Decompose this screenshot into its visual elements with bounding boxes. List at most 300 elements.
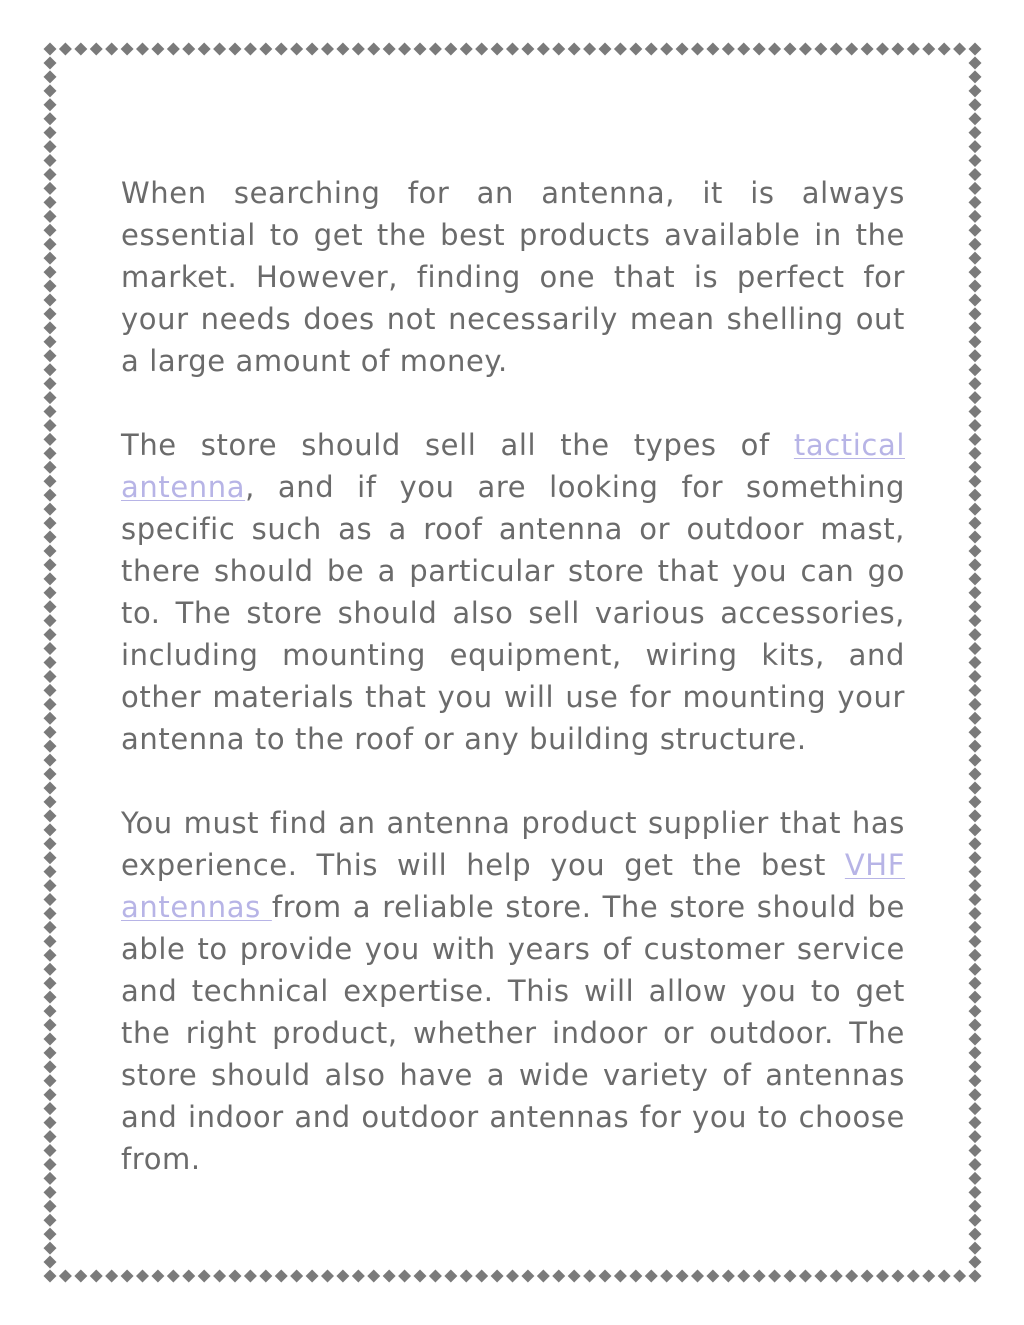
border-diamond	[969, 795, 982, 808]
border-diamond	[44, 419, 57, 432]
border-diamond	[44, 781, 57, 794]
border-diamond	[182, 43, 195, 56]
border-diamond	[44, 140, 57, 153]
border-diamond	[44, 210, 57, 223]
border-diamond	[953, 43, 966, 56]
border-diamond	[44, 238, 57, 251]
border-diamond	[44, 1256, 57, 1269]
border-diamond	[969, 823, 982, 836]
border-diamond	[969, 182, 982, 195]
border-diamond	[722, 1270, 735, 1283]
border-diamond	[44, 1088, 57, 1101]
border-diamond	[44, 335, 57, 348]
tactical-antenna-link[interactable]: tactical antenna	[121, 428, 905, 504]
border-diamond	[969, 1228, 982, 1241]
border-diamond	[44, 572, 57, 585]
border-diamond	[969, 949, 982, 962]
border-diamond	[44, 963, 57, 976]
border-diamond	[722, 43, 735, 56]
border-diamond	[969, 698, 982, 711]
border-diamond	[969, 1186, 982, 1199]
border-diamond	[44, 503, 57, 516]
border-diamond	[969, 1046, 982, 1059]
border-diamond	[444, 43, 457, 56]
border-diamond	[969, 921, 982, 934]
border-diamond	[969, 656, 982, 669]
border-diamond	[969, 851, 982, 864]
border-diamond	[969, 991, 982, 1004]
border-diamond	[44, 949, 57, 962]
border-diamond	[969, 531, 982, 544]
border-diamond	[121, 43, 134, 56]
border-diamond	[90, 43, 103, 56]
border-diamond	[290, 43, 303, 56]
border-diamond	[44, 656, 57, 669]
border-diamond	[491, 1270, 504, 1283]
border-diamond	[136, 1270, 149, 1283]
border-diamond	[969, 684, 982, 697]
border-diamond	[583, 1270, 596, 1283]
paragraph-1-text: When searching for an antenna, it is always essential to get the best products available in the market. However, finding one that is perfect for your needs does not necessarily mean shelling out a large amount of money.	[121, 176, 905, 378]
border-diamond	[367, 1270, 380, 1283]
border-diamond	[784, 43, 797, 56]
border-diamond	[398, 1270, 411, 1283]
border-diamond	[969, 461, 982, 474]
border-diamond	[969, 224, 982, 237]
border-diamond	[336, 43, 349, 56]
border-diamond	[969, 56, 982, 69]
border-diamond	[969, 349, 982, 362]
border-diamond	[969, 335, 982, 348]
border-diamond	[44, 921, 57, 934]
border-diamond	[44, 84, 57, 97]
border-diamond	[44, 768, 57, 781]
border-diamond	[676, 43, 689, 56]
border-diamond	[969, 252, 982, 265]
border-diamond	[44, 670, 57, 683]
border-diamond	[44, 1102, 57, 1115]
border-diamond	[599, 43, 612, 56]
border-diamond	[753, 1270, 766, 1283]
border-diamond	[969, 1116, 982, 1129]
border-diamond	[259, 43, 272, 56]
border-diamond	[383, 1270, 396, 1283]
border-diamond	[44, 740, 57, 753]
border-diamond	[969, 70, 982, 83]
border-diamond	[59, 1270, 72, 1283]
border-diamond	[414, 43, 427, 56]
border-diamond	[244, 43, 257, 56]
border-diamond	[44, 544, 57, 557]
border-diamond	[44, 168, 57, 181]
border-diamond	[198, 1270, 211, 1283]
border-diamond	[814, 43, 827, 56]
border-diamond	[44, 1144, 57, 1157]
paragraph-1	[121, 172, 905, 382]
border-diamond	[44, 1270, 57, 1283]
border-diamond	[44, 795, 57, 808]
border-diamond	[44, 837, 57, 850]
border-diamond	[44, 991, 57, 1004]
border-diamond	[552, 43, 565, 56]
border-diamond	[460, 1270, 473, 1283]
border-diamond	[44, 726, 57, 739]
border-diamond	[44, 405, 57, 418]
document-body	[121, 172, 905, 1180]
border-diamond	[969, 865, 982, 878]
border-diamond	[676, 1270, 689, 1283]
border-diamond	[861, 43, 874, 56]
border-diamond	[969, 558, 982, 571]
border-diamond	[537, 1270, 550, 1283]
border-diamond	[969, 1172, 982, 1185]
border-diamond	[969, 1242, 982, 1255]
border-diamond	[44, 531, 57, 544]
border-diamond	[444, 1270, 457, 1283]
border-diamond	[568, 43, 581, 56]
border-diamond	[182, 1270, 195, 1283]
border-diamond	[969, 363, 982, 376]
border-diamond	[969, 1088, 982, 1101]
border-diamond	[969, 489, 982, 502]
border-diamond	[969, 447, 982, 460]
border-diamond	[969, 740, 982, 753]
paragraph-2-text-end: , and if you are looking for something specific such as a roof antenna or outdoor mast, there should be a particular store that you can go to. The store should also sell various accessories, including mounting equipment, wiring kits, and other materials that you will use for mounting your antenna to the roof or any building structure.	[121, 470, 905, 756]
border-diamond	[198, 43, 211, 56]
border-diamond	[784, 1270, 797, 1283]
border-diamond	[44, 1005, 57, 1018]
border-diamond	[969, 628, 982, 641]
border-diamond	[44, 1046, 57, 1059]
border-diamond	[44, 43, 57, 56]
border-diamond	[969, 503, 982, 516]
border-diamond	[969, 1214, 982, 1227]
border-diamond	[969, 112, 982, 125]
border-diamond	[414, 1270, 427, 1283]
border-diamond	[151, 1270, 164, 1283]
border-diamond	[321, 1270, 334, 1283]
border-diamond	[969, 1102, 982, 1115]
border-diamond	[429, 1270, 442, 1283]
border-diamond	[691, 43, 704, 56]
border-diamond	[44, 1186, 57, 1199]
border-diamond	[352, 1270, 365, 1283]
border-diamond	[44, 698, 57, 711]
border-diamond	[44, 586, 57, 599]
border-diamond	[44, 363, 57, 376]
border-diamond	[44, 391, 57, 404]
border-diamond	[44, 307, 57, 320]
border-diamond	[969, 809, 982, 822]
border-diamond	[922, 43, 935, 56]
border-diamond	[306, 1270, 319, 1283]
border-diamond	[691, 1270, 704, 1283]
border-diamond	[629, 1270, 642, 1283]
border-diamond	[44, 1074, 57, 1087]
border-diamond	[969, 391, 982, 404]
border-diamond	[969, 1074, 982, 1087]
border-diamond	[306, 43, 319, 56]
border-diamond	[429, 43, 442, 56]
border-diamond	[367, 43, 380, 56]
border-diamond	[383, 43, 396, 56]
border-diamond	[969, 670, 982, 683]
border-diamond	[229, 43, 242, 56]
border-diamond	[275, 43, 288, 56]
border-diamond	[44, 879, 57, 892]
border-diamond	[969, 419, 982, 432]
border-diamond	[969, 321, 982, 334]
border-diamond	[44, 907, 57, 920]
border-diamond	[706, 1270, 719, 1283]
border-diamond	[969, 266, 982, 279]
border-diamond	[969, 280, 982, 293]
border-diamond	[44, 280, 57, 293]
border-diamond	[969, 1032, 982, 1045]
border-diamond	[660, 43, 673, 56]
border-diamond	[969, 600, 982, 613]
border-diamond	[969, 1060, 982, 1073]
border-diamond	[44, 112, 57, 125]
border-diamond	[969, 154, 982, 167]
border-diamond	[229, 1270, 242, 1283]
border-diamond	[44, 1116, 57, 1129]
border-diamond	[969, 43, 982, 56]
border-diamond	[44, 977, 57, 990]
border-diamond	[969, 293, 982, 306]
border-diamond	[891, 43, 904, 56]
paragraph-3	[121, 802, 905, 1180]
border-diamond	[151, 43, 164, 56]
border-diamond	[44, 1158, 57, 1171]
border-diamond	[969, 1256, 982, 1269]
border-diamond	[74, 43, 87, 56]
border-diamond	[167, 1270, 180, 1283]
border-diamond	[44, 823, 57, 836]
border-diamond	[969, 238, 982, 251]
border-diamond	[969, 433, 982, 446]
border-diamond	[969, 475, 982, 488]
border-diamond	[44, 851, 57, 864]
border-diamond	[969, 1158, 982, 1171]
border-diamond	[768, 1270, 781, 1283]
border-diamond	[59, 43, 72, 56]
border-diamond	[44, 349, 57, 362]
border-diamond	[660, 1270, 673, 1283]
border-diamond	[645, 1270, 658, 1283]
border-diamond	[506, 1270, 519, 1283]
border-diamond	[44, 1032, 57, 1045]
border-diamond	[44, 98, 57, 111]
border-diamond	[44, 461, 57, 474]
border-diamond	[44, 558, 57, 571]
border-diamond	[614, 1270, 627, 1283]
border-diamond	[969, 893, 982, 906]
border-diamond	[44, 935, 57, 948]
border-diamond	[521, 43, 534, 56]
border-diamond	[969, 1005, 982, 1018]
border-diamond	[121, 1270, 134, 1283]
border-diamond	[44, 321, 57, 334]
border-diamond	[136, 43, 149, 56]
border-diamond	[953, 1270, 966, 1283]
border-diamond	[969, 879, 982, 892]
border-diamond	[336, 1270, 349, 1283]
border-diamond	[44, 1228, 57, 1241]
border-diamond	[629, 43, 642, 56]
border-diamond	[44, 475, 57, 488]
border-diamond	[398, 43, 411, 56]
border-diamond	[352, 43, 365, 56]
border-diamond	[969, 1144, 982, 1157]
border-diamond	[44, 293, 57, 306]
border-diamond	[969, 935, 982, 948]
border-diamond	[969, 642, 982, 655]
border-diamond	[969, 726, 982, 739]
border-diamond	[44, 893, 57, 906]
border-diamond	[44, 865, 57, 878]
border-diamond	[44, 809, 57, 822]
border-diamond	[475, 43, 488, 56]
border-diamond	[44, 224, 57, 237]
border-diamond	[44, 628, 57, 641]
border-diamond	[799, 43, 812, 56]
border-diamond	[969, 977, 982, 990]
border-diamond	[969, 712, 982, 725]
border-diamond	[44, 614, 57, 627]
vhf-antennas-link[interactable]: VHF antennas	[121, 848, 905, 924]
border-diamond	[44, 754, 57, 767]
border-diamond	[44, 712, 57, 725]
border-diamond	[768, 43, 781, 56]
paragraph-3-text-start: You must find an antenna product supplier that has experience. This will help you get the best	[121, 806, 905, 882]
border-diamond	[568, 1270, 581, 1283]
border-diamond	[583, 43, 596, 56]
border-diamond	[969, 586, 982, 599]
paragraph-2	[121, 424, 905, 760]
border-diamond	[861, 1270, 874, 1283]
border-diamond	[969, 572, 982, 585]
border-diamond	[969, 907, 982, 920]
border-diamond	[521, 1270, 534, 1283]
border-diamond	[876, 1270, 889, 1283]
border-diamond	[44, 517, 57, 530]
border-diamond	[44, 56, 57, 69]
border-diamond	[537, 43, 550, 56]
border-diamond	[44, 1242, 57, 1255]
border-diamond	[969, 754, 982, 767]
border-diamond	[938, 43, 951, 56]
border-diamond	[830, 1270, 843, 1283]
border-diamond	[44, 684, 57, 697]
border-diamond	[969, 377, 982, 390]
paragraph-2-text-start: The store should sell all the types of	[121, 428, 794, 462]
border-diamond	[44, 433, 57, 446]
border-diamond	[44, 600, 57, 613]
border-diamond	[167, 43, 180, 56]
border-diamond	[645, 43, 658, 56]
border-diamond	[275, 1270, 288, 1283]
border-diamond	[244, 1270, 257, 1283]
border-diamond	[321, 43, 334, 56]
border-diamond	[105, 1270, 118, 1283]
border-diamond	[290, 1270, 303, 1283]
border-diamond	[706, 43, 719, 56]
border-diamond	[907, 43, 920, 56]
border-diamond	[753, 43, 766, 56]
border-diamond	[44, 1200, 57, 1213]
border-diamond	[259, 1270, 272, 1283]
border-diamond	[830, 43, 843, 56]
border-diamond	[922, 1270, 935, 1283]
border-diamond	[74, 1270, 87, 1283]
border-diamond	[44, 1172, 57, 1185]
border-diamond	[969, 98, 982, 111]
border-diamond	[614, 43, 627, 56]
border-diamond	[799, 1270, 812, 1283]
border-diamond	[475, 1270, 488, 1283]
border-diamond	[969, 405, 982, 418]
border-diamond	[105, 43, 118, 56]
border-diamond	[44, 489, 57, 502]
border-diamond	[969, 781, 982, 794]
border-diamond	[845, 1270, 858, 1283]
border-diamond	[969, 517, 982, 530]
border-diamond	[44, 196, 57, 209]
border-diamond	[44, 126, 57, 139]
border-diamond	[891, 1270, 904, 1283]
border-diamond	[969, 168, 982, 181]
border-diamond	[44, 1130, 57, 1143]
border-diamond	[969, 196, 982, 209]
border-diamond	[814, 1270, 827, 1283]
border-diamond	[907, 1270, 920, 1283]
border-diamond	[44, 447, 57, 460]
border-diamond	[599, 1270, 612, 1283]
border-diamond	[969, 210, 982, 223]
border-diamond	[969, 963, 982, 976]
border-diamond	[213, 43, 226, 56]
border-diamond	[969, 1270, 982, 1283]
border-diamond	[969, 1019, 982, 1032]
border-diamond	[737, 1270, 750, 1283]
border-diamond	[44, 154, 57, 167]
border-diamond	[90, 1270, 103, 1283]
border-diamond	[938, 1270, 951, 1283]
border-diamond	[969, 140, 982, 153]
border-diamond	[876, 43, 889, 56]
border-diamond	[969, 84, 982, 97]
border-diamond	[969, 614, 982, 627]
border-diamond	[460, 43, 473, 56]
paragraph-3-text-end: from a reliable store. The store should be able to provide you with years of customer service and technical expertise. This will allow you to get the right product, whether indoor or outdoor. The store should also have a wide variety of antennas and indoor and outdoor antennas for you to choose from.	[121, 890, 905, 1176]
border-diamond	[44, 252, 57, 265]
border-diamond	[506, 43, 519, 56]
border-diamond	[845, 43, 858, 56]
border-diamond	[44, 377, 57, 390]
border-diamond	[552, 1270, 565, 1283]
border-diamond	[969, 768, 982, 781]
border-diamond	[44, 266, 57, 279]
border-diamond	[44, 182, 57, 195]
border-diamond	[969, 1200, 982, 1213]
border-diamond	[737, 43, 750, 56]
border-diamond	[44, 1019, 57, 1032]
border-diamond	[44, 642, 57, 655]
border-diamond	[44, 70, 57, 83]
border-diamond	[969, 126, 982, 139]
border-diamond	[969, 307, 982, 320]
